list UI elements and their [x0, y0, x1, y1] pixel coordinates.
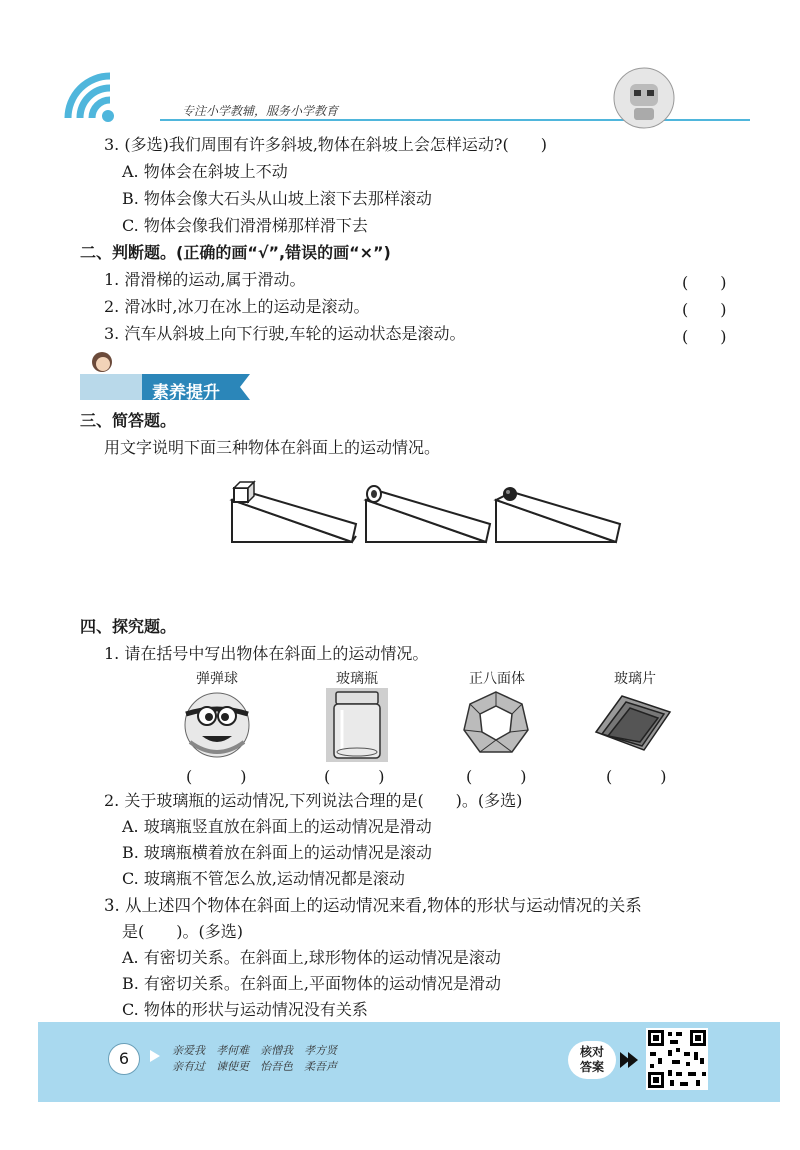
q3-option-a: A. 物体会在斜坡上不动 [122, 162, 288, 181]
q4-2-option-b: B. 玻璃瓶横着放在斜面上的运动情况是滚动 [122, 843, 432, 862]
banner-label: 素养提升 [152, 383, 220, 403]
object-label-octahedron: 正八面体 [469, 671, 525, 687]
robot-mascot-icon [612, 66, 676, 130]
section4-title: 四、探究题。 [80, 617, 177, 636]
slope-cube-figure [228, 478, 358, 550]
q3-option-b: B. 物体会像大石头从山坡上滚下去那样滚动 [122, 189, 432, 208]
section3-prompt: 用文字说明下面三种物体在斜面上的运动情况。 [104, 438, 441, 457]
check-answer-button[interactable] [568, 1041, 616, 1079]
bouncy-ball-image [180, 690, 254, 760]
q4-2-option-a: A. 玻璃瓶竖直放在斜面上的运动情况是滑动 [122, 817, 432, 836]
check-answer-label-2: 答案 [579, 1060, 604, 1074]
play-arrow-icon [620, 1052, 638, 1068]
q4-3-option-c: C. 物体的形状与运动情况没有关系 [122, 1000, 368, 1019]
object-label-bouncy-ball: 弹弹球 [196, 671, 238, 687]
judge-item-1: 1. 滑滑梯的运动,属于滑动。 [104, 270, 306, 289]
q3-stem: 3. (多选)我们周围有许多斜坡,物体在斜坡上会怎样运动?( ) [104, 135, 547, 154]
q4-2-stem: 2. 关于玻璃瓶的运动情况,下列说法合理的是( )。(多选) [104, 791, 523, 810]
q4-1-answer-4[interactable]: ( ) [606, 767, 667, 786]
q4-3-option-b: B. 有密切关系。在斜面上,平面物体的运动情况是滑动 [122, 974, 502, 993]
page-number: 6 [108, 1043, 140, 1075]
q4-3-option-a: A. 有密切关系。在斜面上,球形物体的运动情况是滚动 [122, 948, 501, 967]
judge-item-2: 2. 滑冰时,冰刀在冰上的运动是滚动。 [104, 297, 370, 316]
octahedron-image [462, 690, 530, 758]
q4-2-option-c: C. 玻璃瓶不管怎么放,运动情况都是滚动 [122, 869, 405, 888]
judge-answer-2[interactable]: ( ) [682, 300, 727, 319]
q4-3-stem-line1: 3. 从上述四个物体在斜面上的运动情况来看,物体的形状与运动情况的关系 [104, 896, 642, 915]
check-answer-label-1: 核对 [579, 1045, 604, 1059]
q4-1-stem: 1. 请在括号中写出物体在斜面上的运动情况。 [104, 644, 429, 663]
arrow-right-icon [150, 1050, 160, 1062]
wifi-logo-icon [60, 68, 130, 128]
section3-title: 三、简答题。 [80, 411, 177, 430]
q4-1-answer-1[interactable]: ( ) [186, 767, 247, 786]
judge-answer-1[interactable]: ( ) [682, 273, 727, 292]
q3-option-c: C. 物体会像我们滑滑梯那样滑下去 [122, 216, 368, 235]
q4-1-answer-2[interactable]: ( ) [324, 767, 385, 786]
footer-motto-line2: 亲有过 谏使更 怡吾色 柔吾声 [172, 1060, 337, 1073]
slope-cylinder-figure [362, 478, 492, 550]
q4-3-stem-line2: 是( )。(多选) [122, 922, 243, 941]
object-label-glass-sheet: 玻璃片 [614, 671, 656, 687]
object-label-glass-bottle: 玻璃瓶 [336, 671, 378, 687]
header-slogan: 专注小学教辅，服务小学教育 [182, 104, 339, 118]
slope-ball-figure [492, 478, 622, 550]
judge-answer-3[interactable]: ( ) [682, 327, 727, 346]
glass-sheet-image [592, 692, 674, 756]
section2-title: 二、判断题。(正确的画“√”,错误的画“×”) [80, 243, 391, 262]
footer-motto-line1: 亲爱我 孝何难 亲憎我 孝方贤 [172, 1044, 337, 1057]
qr-code-icon[interactable] [646, 1028, 708, 1090]
judge-item-3: 3. 汽车从斜坡上向下行驶,车轮的运动状态是滚动。 [104, 324, 466, 343]
q4-1-answer-3[interactable]: ( ) [466, 767, 527, 786]
glass-bottle-image [326, 688, 388, 762]
